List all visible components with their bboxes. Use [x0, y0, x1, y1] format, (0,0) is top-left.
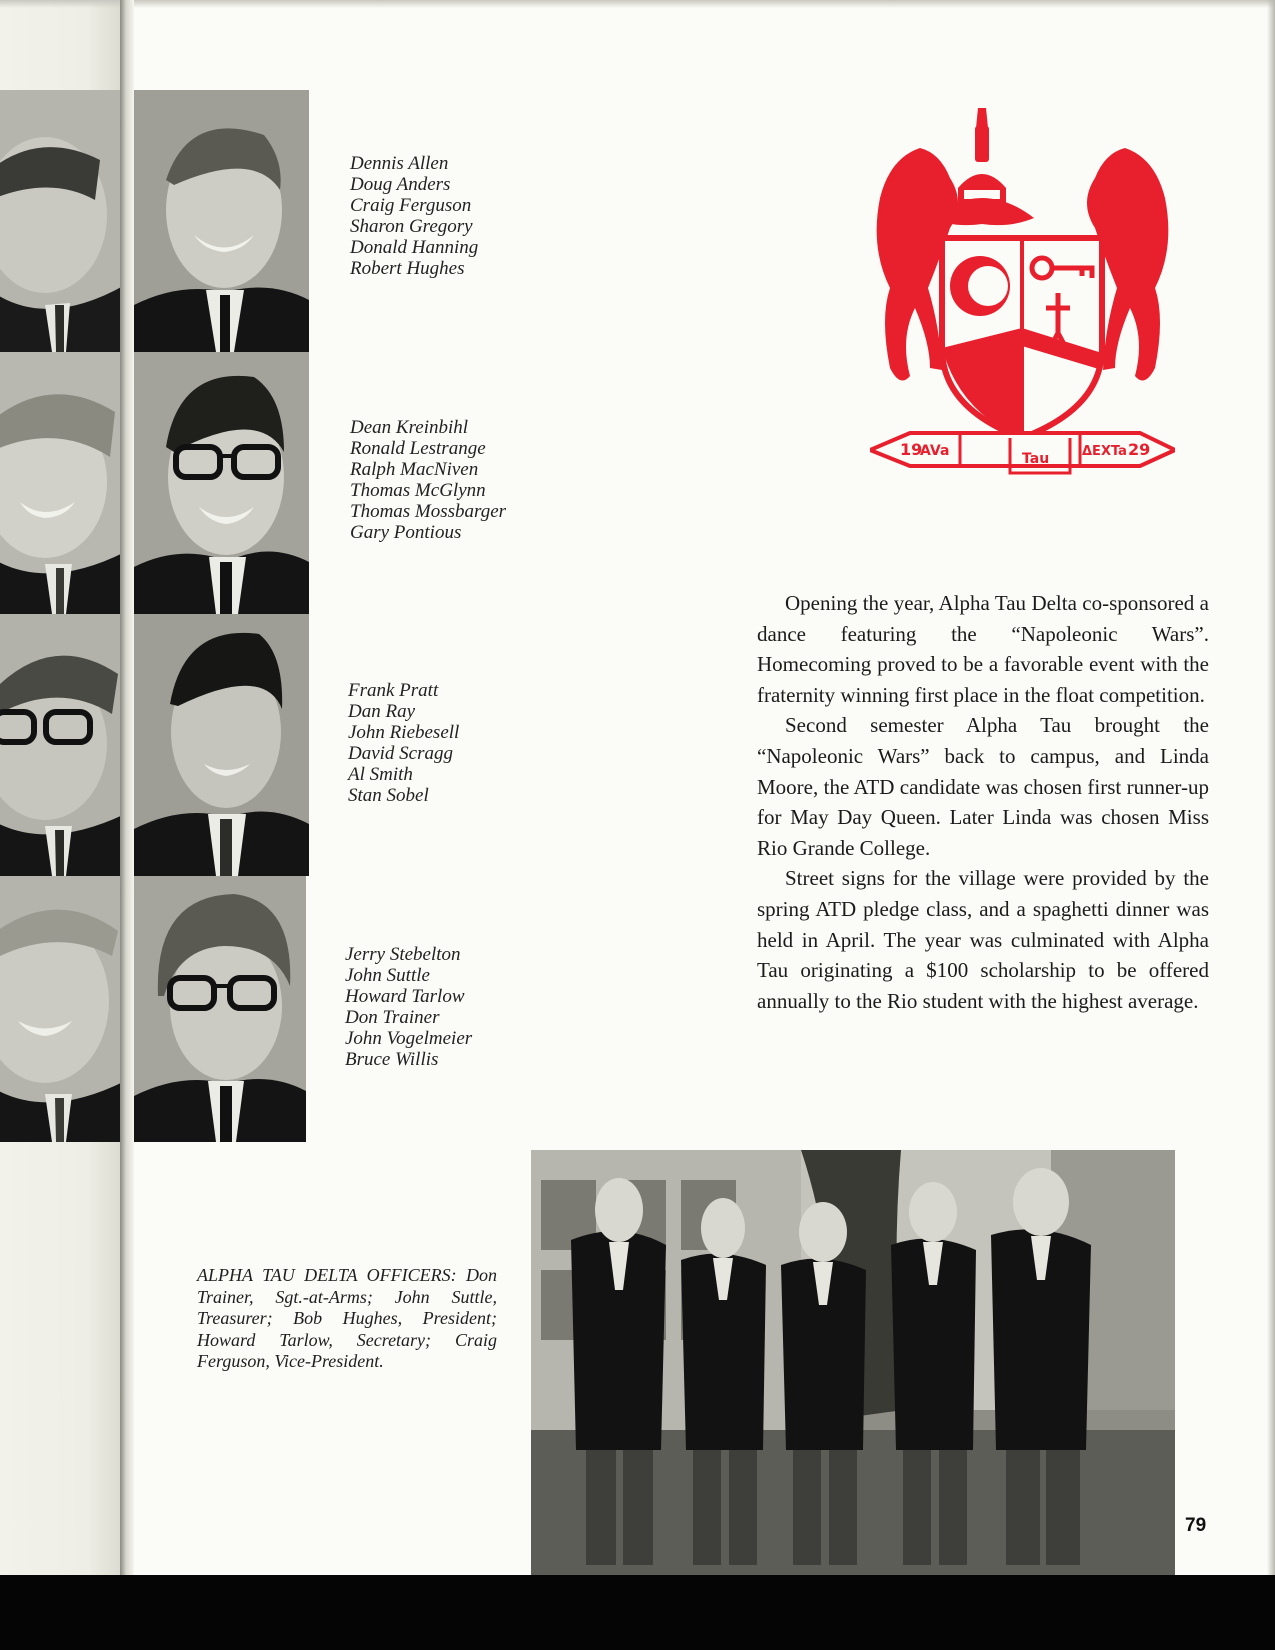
- portrait-row2-left: [0, 352, 125, 614]
- crest-banner-word3: ΔEXTa: [1082, 444, 1127, 459]
- name-item: Jerry Stebelton: [345, 944, 461, 965]
- scan-bottom-border: [0, 1575, 1275, 1650]
- crest-banner-right: 29: [1128, 440, 1151, 459]
- name-item: Craig Ferguson: [350, 195, 472, 216]
- name-item: Bruce Willis: [345, 1049, 439, 1070]
- portrait-row2-right: [134, 352, 309, 614]
- name-item: Doug Anders: [350, 174, 451, 195]
- name-item: Thomas McGlynn: [350, 480, 486, 501]
- officers-group-photo: [531, 1150, 1175, 1575]
- name-item: Thomas Mossbarger: [350, 501, 507, 522]
- crest-banner-word2: Tau: [1022, 451, 1050, 467]
- name-item: Sharon Gregory: [350, 216, 473, 237]
- name-item: Dean Kreinbihl: [350, 417, 469, 438]
- name-item: Ronald Lestrange: [350, 438, 486, 459]
- names-group-4: [345, 944, 472, 1070]
- crest-emblem: [870, 108, 1175, 480]
- portrait-row3-right: [134, 614, 309, 876]
- portrait-row4-left: [0, 876, 125, 1142]
- crest-banner-left: 19: [900, 440, 923, 459]
- page-right-edge: [1267, 0, 1275, 1575]
- names-group-2: [350, 417, 506, 543]
- portrait-row3-left: [0, 614, 125, 876]
- photo-caption: ALPHA TAU DELTA OFFICERS: Don Trainer, Sgt.-at-Arms; John Suttle, Treasurer; Bob Hughes, President; Howard Tarlow, Secretary; Craig Ferguson, Vice-President.: [197, 1265, 497, 1371]
- name-item: John Vogelmeier: [345, 1028, 473, 1049]
- name-item: Gary Pontious: [350, 522, 462, 543]
- name-item: John Riebesell: [348, 722, 460, 743]
- page-number: 79: [1185, 1515, 1207, 1536]
- name-item: Dan Ray: [348, 701, 416, 722]
- name-item: Al Smith: [348, 764, 413, 785]
- name-item: Don Trainer: [345, 1007, 440, 1028]
- name-item: John Suttle: [345, 965, 430, 986]
- names-group-3: [348, 680, 459, 806]
- page-top-shadow: [0, 0, 1275, 8]
- name-item: Frank Pratt: [348, 680, 439, 701]
- book-gutter: [120, 0, 134, 1575]
- portrait-row1-right: [134, 90, 309, 352]
- portrait-row1-left: [0, 90, 125, 352]
- crest-banner-word1: AVa: [920, 443, 950, 459]
- fraternity-crest: [870, 108, 1175, 480]
- name-item: David Scragg: [348, 743, 454, 764]
- portrait-row4-right: [134, 876, 306, 1142]
- article-paragraph: Second semester Alpha Tau brought the “Napoleonic Wars” back to campus, and Linda Moore, the ATD candidate was chosen first runner-up for May Day Queen. Later Linda was chosen Miss Rio Grande College.: [757, 713, 1209, 860]
- article-body: [757, 588, 1209, 1016]
- article-paragraph: Street signs for the village were provided by the spring ATD pledge class, and a spaghetti dinner was held in April. The year was culminated with Alpha Tau originating a $100 scholarship to be offered annually to the Rio student with the highest average.: [757, 866, 1209, 1013]
- name-item: Robert Hughes: [350, 258, 465, 279]
- article-paragraph: Opening the year, Alpha Tau Delta co-sponsored a dance featuring the “Napoleonic Wars”. Homecoming proved to be a favorable event with the fraternity winning first place in the float competition.: [757, 591, 1209, 707]
- names-group-1: [350, 153, 478, 279]
- name-item: Donald Hanning: [350, 237, 479, 258]
- name-item: Dennis Allen: [350, 153, 449, 174]
- name-item: Stan Sobel: [348, 785, 429, 806]
- name-item: Ralph MacNiven: [350, 459, 479, 480]
- name-item: Howard Tarlow: [345, 986, 465, 1007]
